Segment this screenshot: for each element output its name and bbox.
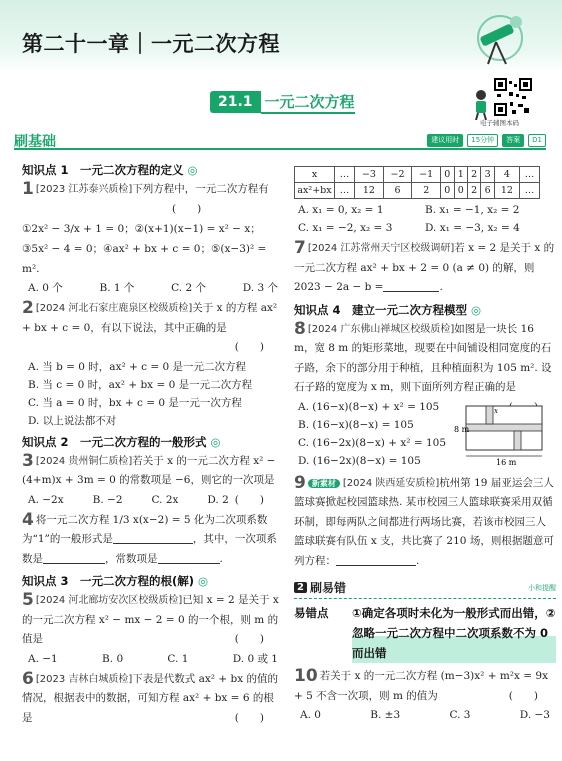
error-point-label: 易错点 [294, 606, 329, 620]
question-10 [294, 667, 556, 706]
suggest-time-value: 15分钟 [467, 134, 498, 147]
q8-options-and-figure [294, 398, 556, 472]
table-cell: −1 [412, 167, 441, 183]
question-number: 6 [22, 668, 34, 689]
table-cell: … [519, 183, 539, 199]
question-number: 9 [294, 472, 306, 493]
option-d[interactable]: D. (16−2x)(8−x) = 105 [298, 454, 421, 467]
q10-options [294, 706, 556, 724]
answer-blank[interactable] [113, 532, 193, 544]
option-a[interactable]: A. −1 [28, 652, 58, 665]
error-point-text: ①确定各项时未化为一般形式而出错，②忽略一元二次方程中二次项系数不为 0 而出错 [352, 603, 556, 663]
option-d[interactable]: D. 以上说法都不对 [28, 414, 117, 427]
telescope-decoration-icon [462, 8, 532, 68]
question-text: 已知 x = 2 是关于 x 的一元二次方程 x² − mx − 2 = 0 的一个根，则 m 的值是 [22, 594, 279, 645]
question-7: 7 [2024 江苏常州天宁区校级调研]若 x = 2 是关于 x 的一元二次方程 ax² + bx + 2 = 0 (a ≠ 0) 的解，则 2023 − 2a − b = . [294, 238, 555, 293]
answer-paren: ( ) [234, 633, 264, 645]
question-number: 7 [294, 238, 306, 258]
table-cell: 0 [441, 183, 454, 199]
section-badge: 2 [294, 582, 307, 593]
option-b[interactable]: B. x₁ = −1, x₂ = 2 [425, 204, 520, 216]
option-a[interactable]: A. 0 [300, 709, 321, 721]
error-point [294, 603, 556, 663]
option-a[interactable]: A. −2x [28, 493, 64, 506]
person-icon [470, 88, 492, 120]
knowledge-point-1: 知识点 1 一元二次方程的定义 ◎ [22, 163, 198, 177]
question-number: 5 [22, 590, 34, 610]
option-c[interactable]: C. 3 [449, 709, 471, 721]
table-cell: 0 [454, 183, 467, 199]
table-cell: 12 [494, 183, 519, 199]
question-number: 1 [22, 179, 34, 199]
question-source: [2024 贵州铜仁质检] [35, 455, 133, 467]
question-source: [2024 河北石家庄鹿泉区校级质检] [35, 303, 193, 314]
answer-paren: ( ) [508, 689, 538, 702]
option-b[interactable]: B. (16−x)(8−x) = 105 [298, 418, 414, 431]
brush-error-header [294, 579, 556, 599]
question-source: [2024 陕西延安质检] [342, 477, 440, 489]
option-c[interactable]: C. (16−2x)(8−x) + x² = 105 [298, 436, 446, 449]
new-material-tag: 新素材 [308, 479, 340, 488]
option-d[interactable]: D. 0 或 1 [232, 652, 278, 665]
fig-height-label: 8 m [454, 424, 470, 434]
right-column [294, 162, 556, 724]
question-5 [22, 591, 284, 650]
question-number: 4 [22, 509, 34, 530]
question-source: [2024 江苏常州天宁区校级调研] [307, 243, 455, 254]
question-8 [294, 320, 556, 398]
option-c[interactable]: C. 2 个 [171, 282, 206, 294]
table-cell: −2 [383, 167, 412, 183]
chapter-title: 第二十一章｜一元二次方程 [22, 32, 280, 56]
question-6 [22, 670, 284, 729]
question-text: 如图是一块长 16 m，宽 8 m 的矩形菜地，现要在中间铺设相同宽度的石子路，余下的部分用于种植，且种植面积为 105 m². 设石子路的宽度为 x m，则下面所列方程正确的是 [294, 322, 552, 393]
value-table [294, 166, 540, 199]
band-meta [427, 134, 546, 147]
q6-options [294, 199, 556, 237]
table-cell: 6 [383, 183, 412, 199]
table-cell: ax²+bx [295, 183, 335, 199]
answer-blank[interactable] [336, 554, 416, 566]
option-d[interactable]: D. −3 [519, 709, 550, 721]
question-number: 2 [22, 298, 34, 318]
chapter-header [0, 0, 562, 72]
option-a[interactable]: A. 当 b = 0 时，ax² + c = 0 是一元二次方程 [28, 360, 247, 373]
table-cell: … [519, 167, 539, 183]
brush-basic-band [14, 134, 546, 150]
question-text: 下列方程中，一元二次方程有 [132, 183, 269, 195]
section-title: 刷易错 [309, 581, 346, 595]
section-title [210, 90, 360, 114]
option-d[interactable]: D. 3 个 [242, 282, 278, 294]
knowledge-point-2: 知识点 2 一元二次方程的一般形式 ◎ [22, 434, 221, 449]
section-name: 一元二次方程 [261, 91, 355, 114]
garden-figure [452, 402, 548, 468]
question-1 [22, 180, 284, 279]
qr-label: 电子辅图本码 [480, 119, 519, 127]
question-9: 9 新素材 [2024 陕西延安质检]杭州第 19 届亚运会三人篮球赛掀起校园篮球热. 某市校园三人篮球联赛采用双循环制，即每两队之间都进行两场比赛，若该市校园三人篮球联赛有队伍 x 支，共比赛了 210 场，则根据题意可列方程： . [294, 472, 554, 567]
option-d[interactable]: D. x₁ = −3, x₂ = 4 [425, 222, 520, 234]
target-icon: ◎ [210, 434, 221, 449]
option-c[interactable]: C. 当 a = 0 时，bx + c = 0 是一元一次方程 [28, 396, 242, 409]
table-cell: x [295, 167, 335, 183]
left-column [22, 158, 284, 728]
option-b[interactable]: B. −2 [92, 493, 123, 506]
question-text: 下表是代数式 ax² + bx 的值的情况，根据表中的数据，可知方程 ax² + bx = 6 的根是 [22, 672, 278, 724]
question-equations: ①2x² − 3/x + 1 = 0；②(x+1)(x−1) = x² − x；③5x² − 4 = 0；④ax² + bx + c = 0；⑤(x−3)² = m². [22, 223, 267, 275]
question-source: [2023 江苏泰兴质检] [35, 184, 133, 195]
table-cell: −3 [355, 167, 384, 183]
tip-label: 小和提醒 [528, 583, 556, 592]
answer-blank[interactable] [383, 280, 439, 292]
option-a[interactable]: A. (16−x)(8−x) + x² = 105 [298, 400, 440, 413]
fig-width-label: 16 m [496, 457, 517, 467]
table-cell: 2 [467, 183, 480, 199]
option-c[interactable]: C. 2x [151, 493, 179, 506]
section-number: 21.1 [210, 91, 261, 113]
knowledge-point-4: 知识点 4 建立一元二次方程模型 ◎ [294, 302, 482, 317]
question-number: 3 [22, 450, 34, 471]
question-2 [22, 299, 284, 358]
table-cell: … [335, 183, 355, 199]
question-text: 若关于 x 的一元二次方程 (m−3)x² + m²x = 9x + 5 不含一次项，则 m 的值为 [294, 670, 549, 702]
table-row [295, 183, 540, 199]
q5-options [22, 650, 284, 668]
target-icon: ◎ [187, 163, 198, 177]
question-text: 杭州第 19 届亚运会三人篮球赛掀起校园篮球热. 某市校园三人篮球联赛采用双循环制，即每两队之间都进行两场比赛，若该市校园三人篮球联赛有队伍 x 支，共比赛了 210 场，则根据题意可列方程： [294, 476, 554, 567]
q3-options [22, 491, 235, 509]
answer-paren: ( ) [172, 202, 202, 215]
table-cell: 2 [412, 183, 441, 199]
question-source: [2024 河北廊坊安次区校级质检] [35, 595, 183, 606]
answer-paren: ( ) [234, 711, 264, 724]
q2-options [22, 358, 284, 430]
table-cell: 6 [481, 183, 494, 199]
option-c[interactable]: C. 1 [167, 652, 189, 665]
option-b[interactable]: B. ±3 [370, 709, 401, 721]
option-d[interactable]: D. 2 [207, 493, 229, 506]
knowledge-point-3: 知识点 3 一元二次方程的根(解) ◎ [22, 574, 209, 588]
q8-options [294, 398, 446, 470]
answer-paren: ( ) [234, 493, 264, 506]
table-row [295, 167, 540, 183]
question-text: 若关于 x 的一元二次方程 x² − (4+m)x + 3m = 0 的常数项是 −6，则它的一次项是 [22, 454, 276, 486]
question-source: [2024 广东佛山禅城区校级质检] [307, 323, 455, 335]
question-number: 8 [294, 318, 306, 339]
option-c[interactable]: C. x₁ = −2, x₂ = 3 [298, 222, 393, 234]
answer-blank[interactable] [158, 552, 220, 564]
question-text: 若 x = 2 是关于 x 的一元二次方程 ax² + bx + 2 = 0 (a ≠ 0) 的解，则 2023 − 2a − b = [294, 242, 555, 293]
question-source: [2023 吉林白城质检] [35, 673, 133, 685]
table-cell: … [335, 167, 355, 183]
answer-page: D1 [528, 134, 546, 147]
question-text: 关于 x 的方程 ax² + bx + c = 0，有以下说法，其中正确的是 [22, 302, 278, 334]
band-label: 刷基础 [14, 134, 56, 150]
target-icon: ◎ [198, 574, 209, 588]
answer-label: 答案 [502, 134, 524, 147]
q1-options [22, 279, 284, 297]
target-icon: ◎ [471, 302, 482, 317]
fig-x-label: x [494, 406, 498, 415]
option-b[interactable]: B. 1 个 [99, 282, 135, 294]
option-a[interactable]: A. 0 个 [28, 282, 63, 294]
question-text: 将一元二次方程 1/3 x(x−2) = 5 化为二次项系数为“1”的一般形式是 [22, 513, 268, 545]
table-cell: 12 [355, 183, 384, 199]
table-cell: 0 [441, 167, 454, 183]
question-4: 4 将一元二次方程 1/3 x(x−2) = 5 化为二次项系数为“1”的一般形式是 ，其中，一次项系数是 ，常数项是 . [22, 509, 277, 565]
table-cell: 4 [494, 167, 519, 183]
option-b[interactable]: B. 当 c = 0 时，ax² + bx = 0 是一元二次方程 [28, 378, 253, 391]
suggest-time-label: 建议用时 [427, 134, 463, 147]
table-cell: 1 [454, 167, 467, 183]
table-cell: 3 [481, 167, 494, 183]
option-b[interactable]: B. 0 [102, 652, 124, 665]
answer-paren: ( ) [234, 341, 264, 353]
question-number: 10 [294, 666, 318, 686]
qr-code-icon[interactable] [494, 78, 532, 116]
table-cell: 2 [467, 167, 480, 183]
option-a[interactable]: A. x₁ = 0, x₂ = 1 [298, 204, 384, 216]
answer-blank[interactable] [43, 552, 105, 564]
